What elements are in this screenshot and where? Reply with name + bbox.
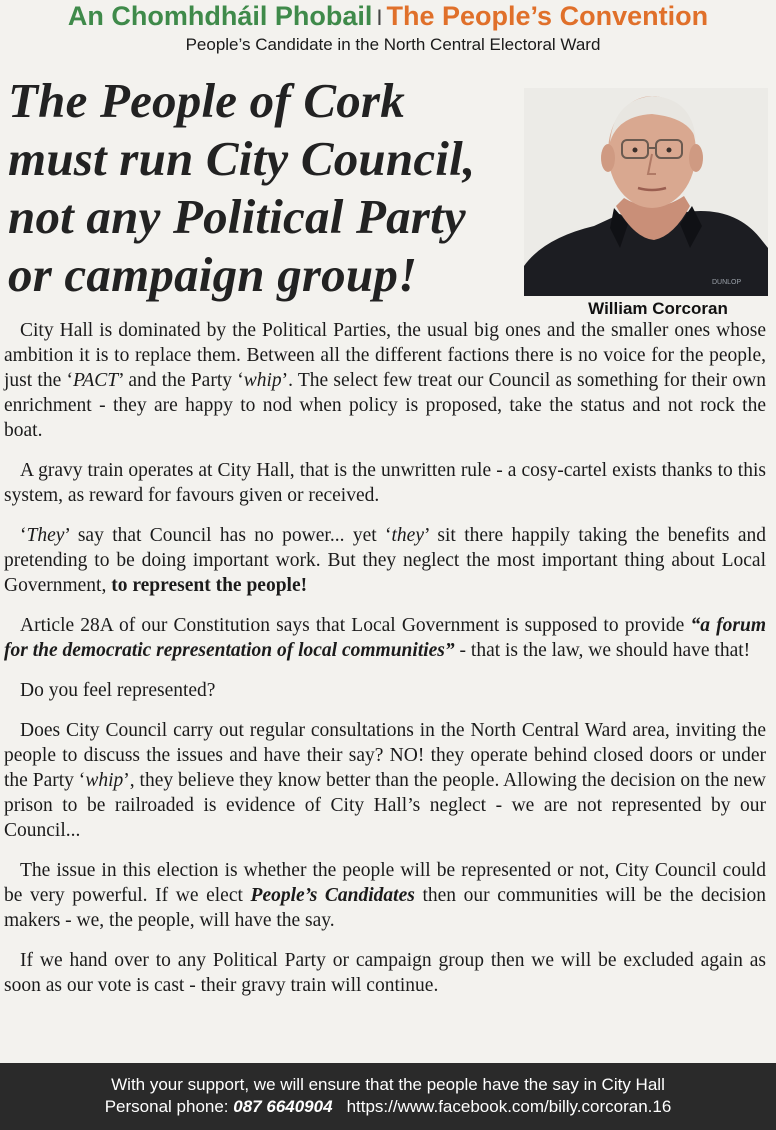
p3-they: They bbox=[26, 525, 65, 546]
headline bbox=[8, 72, 568, 304]
p6-text-c: ’, they believe they know better than the people. Allowing the decision on the new prison to be railroaded is evidence of City Hall’s neglect - we are not represented by our Council... bbox=[4, 770, 766, 841]
footer-banner bbox=[0, 1063, 776, 1130]
p3-text-a: ‘ bbox=[20, 525, 27, 546]
p1-text-a: City Hall is dominated by the Political Parties, the usual big ones and the smaller ones whose ambition it is to replace them. Between all the different factions there is no voice for the people, just the ‘ bbox=[4, 320, 766, 391]
headline-line-1: The People of Cork bbox=[8, 73, 405, 128]
p4-text-c: - that is the law, we should have that! bbox=[454, 640, 751, 661]
footer-contact bbox=[0, 1096, 776, 1118]
english-title: The People’s Convention bbox=[386, 1, 709, 31]
paragraph-1 bbox=[4, 318, 766, 443]
paragraph-5: Do you feel represented? bbox=[20, 680, 216, 701]
p3-they-2: they bbox=[391, 525, 424, 546]
phone-label: Personal phone: bbox=[104, 1097, 229, 1116]
p7-text-a: The issue in this election is whether the people will be represented or not, City Council could be very powerful. If we elect bbox=[4, 860, 766, 906]
p3-emphasis: to represent the people! bbox=[111, 575, 308, 596]
headline-line-3: not any Political Party bbox=[8, 189, 466, 244]
title-separator: I bbox=[376, 5, 383, 30]
candidate-photo bbox=[524, 88, 768, 296]
subtitle: People’s Candidate in the North Central Electoral Ward bbox=[185, 35, 601, 54]
p3-text-c: ’ say that Council has no power... yet ‘ bbox=[64, 525, 392, 546]
paragraph-4 bbox=[4, 613, 766, 663]
irish-title: An Chomhdháil Phobail bbox=[67, 1, 373, 31]
paragraph-6 bbox=[4, 718, 766, 843]
p6-whip: whip bbox=[85, 770, 124, 791]
paragraph-2: A gravy train operates at City Hall, that is the unwritten rule - a cosy-cartel exists thanks to this system, as reward for favours given or received. bbox=[4, 460, 766, 506]
headline-line-2: must run City Council, bbox=[8, 131, 476, 186]
p3-text-e: ’ sit there happily taking the benefits and pretending to be doing important work. But they neglect the most important thing about Local Government, bbox=[4, 525, 766, 596]
shirt-logo: DUNLOP bbox=[712, 279, 742, 286]
footer-slogan: With your support, we will ensure that the people have the say in City Hall bbox=[111, 1075, 665, 1094]
p4-quote: “a forum for the democratic representation of local communities” bbox=[4, 615, 766, 661]
photo-caption: William Corcoran bbox=[588, 299, 728, 318]
paragraph-7 bbox=[4, 858, 766, 933]
masthead bbox=[0, 0, 776, 34]
p4-text-a: Article 28A of our Constitution says that Local Government is supposed to provide bbox=[20, 615, 691, 636]
paragraph-8: If we hand over to any Political Party or campaign group then we will be excluded again as soon as our vote is cast - their gravy train will continue. bbox=[4, 950, 766, 996]
p1-pact: PACT bbox=[72, 370, 119, 391]
p1-text-c: ’ and the Party ‘ bbox=[118, 370, 244, 391]
headline-line-4: or campaign group! bbox=[8, 247, 418, 302]
p1-text-e: ’. The select few treat our Council as something for their own enrichment - they are happy to nod when policy is proposed, take the status and not rock the boat. bbox=[4, 370, 766, 441]
paragraph-3 bbox=[4, 523, 766, 598]
p7-peoples-candidates: People’s Candidates bbox=[250, 885, 415, 906]
p7-text-c: then our communities will be the decision makers - we, the people, will have the say. bbox=[4, 885, 766, 931]
p6-text-a: Does City Council carry out regular consultations in the North Central Ward area, inviting the people to discuss the issues and have their say? NO! they operate behind closed doors or under the Party ‘ bbox=[4, 720, 766, 791]
phone-number[interactable]: 087 6640904 bbox=[233, 1097, 333, 1116]
portrait-illustration bbox=[524, 88, 768, 296]
facebook-link[interactable]: https://www.facebook.com/billy.corcoran.16 bbox=[346, 1097, 672, 1116]
p1-whip: whip bbox=[243, 370, 282, 391]
article-body bbox=[4, 318, 766, 1013]
